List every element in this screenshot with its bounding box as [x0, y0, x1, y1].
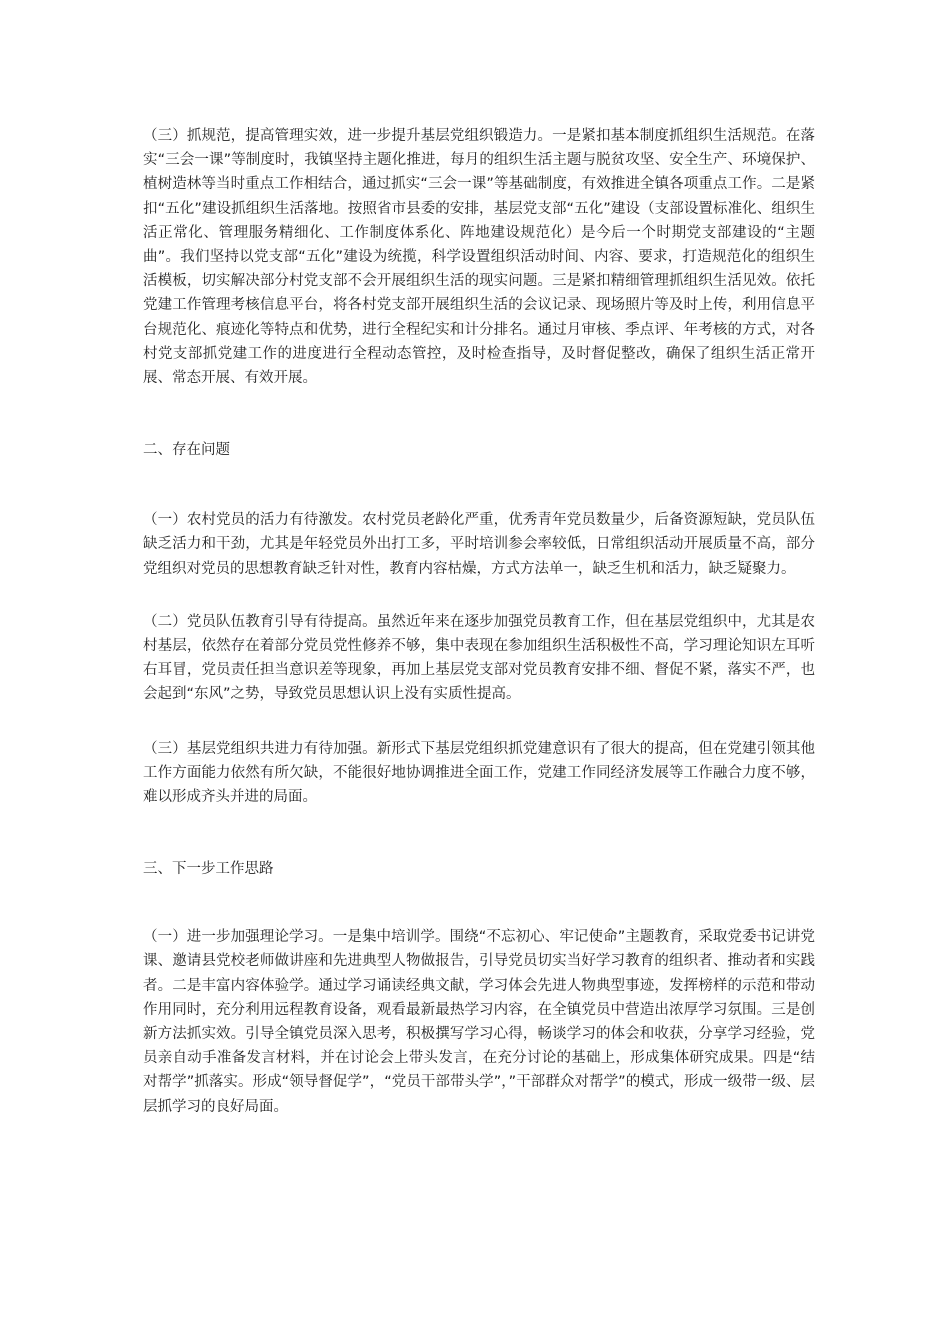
problem-3-paragraph: （三）基层党组织共进力有待加强。新形式下基层党组织抓党建意识有了很大的提高，但在党建引领其他工作方面能力依然有所欠缺，不能很好地协调推进全面工作，党建工作同经济发展等工作融合力度不够，难以形成齐头并进的局面。 [143, 740, 815, 806]
next-step-1-paragraph: （一）进一步加强理论学习。一是集中培训学。围绕“不忘初心、牢记使命”主题教育，采取党委书记讲党课、邀请县党校老师做讲座和先进典型人物做报告，引导党员切实当好学习教育的组织者、推动者和实践者。二是丰富内容体验学。通过学习诵读经典文献，学习体会先进人物典型事迹，发挥榜样的示范和带动作用同时，充分利用远程教育设备，观看最新最热学习内容，在全镇党员中营造出浓厚学习氛围。三是创新方法抓实效。引导全镇党员深入思考，积极撰写学习心得，畅谈学习的体会和收获，分享学习经验，党员亲自动手准备发言材料，并在讨论会上带头发言，在充分讨论的基础上，形成集体研究成果。四是“结对帮学”抓落实。形成“领导督促学”，“党员干部带头学”，”干部群众对帮学”的模式，形成一级带一级、层层抓学习的良好局面。 [143, 929, 815, 1115]
problem-2-paragraph: （二）党员队伍教育引导有待提高。虽然近年来在逐步加强党员教育工作，但在基层党组织中，尤其是农村基层，依然存在着部分党员党性修养不够，集中表现在参加组织生活积极性不高，学习理论知识左耳听右耳冒，党员责任担当意识差等现象，再加上基层党支部对党员教育安排不细、督促不紧，落实不严，也会起到“东风”之势，导致党员思想认识上没有实质性提高。 [143, 613, 815, 703]
problem-1-paragraph: （一）农村党员的活力有待激发。农村党员老龄化严重，优秀青年党员数量少，后备资源短缺，党员队伍缺乏活力和干劲，尤其是年轻党员外出打工多，平时培训参会率较低，日常组织活动开展质量不高，部分党组织对党员的思想教育缺乏针对性，教育内容枯燥，方式方法单一，缺乏生机和活力，缺乏疑聚力。 [143, 512, 815, 577]
heading-existing-problems: 二、存在问题 [143, 442, 230, 459]
section-1-3-paragraph: （三）抓规范，提高管理实效，进一步提升基层党组织锻造力。一是紧扣基本制度抓组织生活规范。在落实“三会一课”等制度时，我镇坚持主题化推进，每月的组织生活主题与脱贫攻坚、安全生产、环境保护、植树造林等当时重点工作相结合，通过抓实“三会一课”等基础制度，有效推进全镇各项重点工作。二是紧扣“五化”建设抓组织生活落地。按照省市县委的安排，基层党支部“五化”建设（支部设置标准化、组织生活正常化、管理服务精细化、工作制度体系化、阵地建设规范化）是今后一个时期党支部建设的“主题曲”。我们坚持以党支部“五化”建设为统揽，科学设置组织活动时间、内容、要求，打造规范化的组织生活模板，切实解决部分村党支部不会开展组织生活的现实问题。三是紧扣精细管理抓组织生活见效。依托党建工作管理考核信息平台，将各村党支部开展组织生活的会议记录、现场照片等及时上传，利用信息平台规范化、痕迹化等特点和优势，进行全程纪实和计分排名。通过月审核、季点评、年考核的方式，对各村党支部抓党建工作的进度进行全程动态管控，及时检查指导，及时督促整改，确保了组织生活正常开展、常态开展、有效开展。 [143, 128, 815, 387]
document-page [143, 124, 815, 1119]
heading-next-steps: 三、下一步工作思路 [143, 861, 274, 878]
